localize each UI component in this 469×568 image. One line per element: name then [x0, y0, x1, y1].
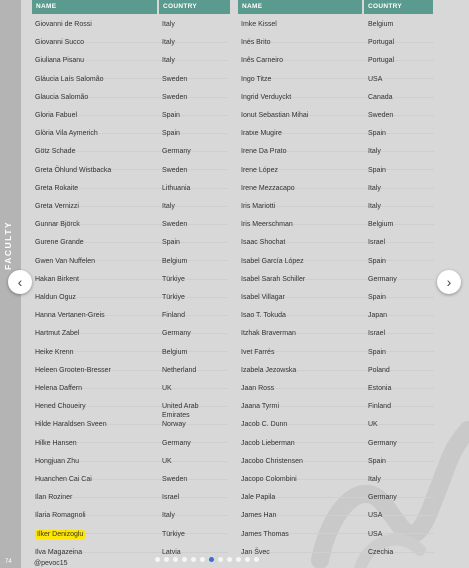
- faculty-country: Israel: [368, 330, 386, 338]
- table-row: [241, 56, 434, 74]
- faculty-country: Germany: [368, 494, 397, 502]
- table-row: [35, 402, 228, 420]
- faculty-country: UK: [162, 385, 172, 392]
- left-name-header: NAME: [32, 0, 157, 14]
- table-row: [241, 129, 434, 147]
- faculty-name: Giovanni de Rossi: [35, 21, 92, 28]
- faculty-name: Izabela Jezowska: [241, 366, 297, 374]
- carousel-dot[interactable]: [173, 557, 178, 562]
- table-row: [241, 238, 434, 256]
- faculty-name: Gwen Van Nuffelen: [35, 257, 96, 265]
- faculty-name: Heike Krenn: [35, 348, 74, 356]
- table-row: [35, 220, 228, 238]
- faculty-name: Greta Öhlund Wistbacka: [35, 166, 112, 174]
- previous-slide-button[interactable]: [8, 270, 32, 294]
- table-row: [241, 548, 434, 566]
- table-row: [35, 75, 228, 93]
- table-row: [35, 293, 228, 311]
- faculty-name: Glaucia Salomão: [35, 93, 89, 101]
- table-row: [241, 311, 434, 329]
- faculty-name: Irene López: [241, 166, 278, 174]
- faculty-name: Helena Daffern: [35, 385, 82, 392]
- faculty-country: Sweden: [162, 221, 188, 229]
- faculty-country: Finland: [162, 312, 185, 320]
- table-row: [241, 38, 434, 56]
- table-row: [35, 129, 228, 147]
- table-row: [241, 493, 434, 511]
- table-row: [241, 329, 434, 347]
- faculty-country: Türkiye: [162, 530, 185, 538]
- next-slide-button[interactable]: [437, 270, 461, 294]
- faculty-name: Ilker Denizoglu: [37, 530, 84, 538]
- faculty-country: Italy: [162, 57, 175, 65]
- faculty-country: Italy: [162, 512, 175, 520]
- faculty-name: Itzhak Braverman: [241, 330, 296, 338]
- table-row: [241, 275, 434, 293]
- faculty-name: Jacobo Christensen: [241, 457, 303, 465]
- carousel-dot[interactable]: [245, 557, 250, 562]
- faculty-name: Ilan Roziner: [35, 494, 73, 502]
- table-row: [241, 75, 434, 93]
- faculty-name: Iris Mariotti: [241, 203, 276, 210]
- carousel-dot[interactable]: [254, 557, 259, 562]
- table-row: [35, 275, 228, 293]
- faculty-country: Germany: [162, 330, 191, 338]
- table-row: [241, 420, 434, 438]
- table-row: [35, 147, 228, 165]
- faculty-name: Haldun Oguz: [35, 294, 76, 301]
- faculty-name: James Thomas: [241, 530, 289, 538]
- carousel-dot[interactable]: [227, 557, 232, 562]
- faculty-country: Spain: [368, 294, 386, 301]
- faculty-name: Hilde Haraldsen Sveen: [35, 421, 107, 429]
- faculty-name: Gurene Grande: [35, 239, 84, 247]
- faculty-label: FACULTY: [3, 220, 13, 270]
- table-row: [241, 511, 434, 529]
- table-row: [35, 257, 228, 275]
- faculty-name: Hened Choueiry: [35, 403, 86, 411]
- faculty-country: Sweden: [368, 112, 394, 119]
- carousel-dot[interactable]: [182, 557, 187, 562]
- faculty-name: Ivet Farrés: [241, 348, 275, 356]
- carousel-dot[interactable]: [218, 557, 223, 562]
- faculty-country: Spain: [368, 166, 386, 174]
- faculty-name: Isabel Sarah Schiller: [241, 275, 306, 283]
- table-row: [35, 202, 228, 220]
- faculty-name: Ingrid Verduyckt: [241, 93, 292, 101]
- faculty-country: Belgium: [162, 348, 188, 356]
- faculty-name: Heleen Grooten-Bresser: [35, 366, 111, 374]
- table-row: [35, 238, 228, 256]
- faculty-name: Ilaria Romagnoli: [35, 512, 86, 520]
- faculty-country: Norway: [162, 421, 186, 429]
- chevron-right-icon: ›: [446, 274, 452, 290]
- faculty-country: Italy: [162, 39, 175, 47]
- faculty-name: Gloria Fabuel: [35, 112, 78, 119]
- table-row: [241, 220, 434, 238]
- left-country-header: COUNTRY: [159, 0, 230, 14]
- faculty-country: Lithuania: [162, 184, 191, 192]
- faculty-country: Belgium: [162, 257, 188, 265]
- table-row: [241, 184, 434, 202]
- faculty-name: Iratxe Mugire: [241, 130, 282, 138]
- table-row: [35, 38, 228, 56]
- faculty-name: Inês Carneiro: [241, 57, 284, 65]
- faculty-country: Canada: [368, 93, 393, 101]
- faculty-name: Hakan Birkent: [35, 275, 79, 283]
- carousel-dot[interactable]: [155, 557, 160, 562]
- faculty-name: Jale Papila: [241, 494, 276, 502]
- faculty-country: Germany: [368, 439, 397, 447]
- table-row: [35, 475, 228, 493]
- faculty-name: Jacopo Colombini: [241, 476, 297, 483]
- faculty-name: Götz Schade: [35, 148, 76, 156]
- faculty-name: Hartmut Zabel: [35, 330, 80, 338]
- table-row: [35, 184, 228, 202]
- faculty-name: Isabel Villagar: [241, 294, 285, 301]
- table-row: [35, 166, 228, 184]
- faculty-country: Germany: [162, 439, 191, 447]
- faculty-name: Hilke Hansen: [35, 439, 77, 447]
- faculty-name: Glòria Vila Aymerich: [35, 130, 98, 138]
- faculty-country: Belgium: [368, 221, 394, 229]
- table-row: [241, 457, 434, 475]
- faculty-name: Isabel García López: [241, 257, 304, 265]
- faculty-name: Ilva Magazeina: [35, 548, 83, 556]
- faculty-country: Poland: [368, 366, 390, 374]
- faculty-country: Israel: [162, 494, 180, 502]
- faculty-name: Isao T. Tokuda: [241, 312, 286, 320]
- faculty-name: Ingo Titze: [241, 75, 272, 83]
- faculty-country: Italy: [162, 21, 175, 28]
- faculty-name: Hongjuan Zhu: [35, 457, 79, 465]
- right-name-header: NAME: [238, 0, 362, 14]
- faculty-country: Israel: [368, 239, 386, 247]
- faculty-country: Germany: [368, 275, 397, 283]
- faculty-country: Latvia: [162, 548, 181, 556]
- table-row: [241, 147, 434, 165]
- faculty-name: Jaana Tyrmi: [241, 403, 279, 411]
- table-row: [35, 111, 228, 129]
- table-row: [35, 439, 228, 457]
- faculty-country: Portugal: [368, 57, 395, 65]
- faculty-name: Gláucia Laís Salomão: [35, 75, 104, 83]
- carousel-dot[interactable]: [164, 557, 169, 562]
- faculty-name: Isaac Shochat: [241, 239, 286, 247]
- faculty-name: Inés Brito: [241, 39, 271, 47]
- faculty-country: Italy: [368, 203, 381, 210]
- faculty-country: Sweden: [162, 166, 188, 174]
- carousel-dot-active[interactable]: [209, 557, 214, 562]
- faculty-country: Italy: [162, 203, 175, 210]
- table-row: [35, 493, 228, 511]
- faculty-country: Netherland: [162, 366, 197, 374]
- faculty-country: Spain: [368, 257, 386, 265]
- right-country-header: COUNTRY: [364, 0, 433, 14]
- faculty-name: Gunnar Björck: [35, 221, 80, 229]
- faculty-country: USA: [368, 512, 383, 520]
- faculty-country: UK: [368, 421, 378, 429]
- table-row: [35, 384, 228, 402]
- faculty-country: Estonia: [368, 385, 392, 392]
- faculty-country: Türkiye: [162, 294, 185, 301]
- faculty-country: Spain: [162, 239, 180, 247]
- table-row: [35, 530, 228, 548]
- chevron-left-icon: ‹: [17, 274, 23, 290]
- faculty-country: USA: [368, 75, 383, 83]
- table-row: [241, 257, 434, 275]
- faculty-name: Jan Švec: [241, 548, 270, 556]
- table-row: [241, 366, 434, 384]
- faculty-country: Belgium: [368, 21, 394, 28]
- table-row: [241, 20, 434, 38]
- faculty-name: Irene Mezzacapo: [241, 184, 295, 192]
- faculty-country: Spain: [368, 457, 386, 465]
- faculty-name: Greta Rokaite: [35, 184, 79, 192]
- faculty-country: Sweden: [162, 476, 188, 483]
- faculty-name: Hanna Vertanen-Greis: [35, 312, 105, 320]
- table-row: [241, 111, 434, 129]
- faculty-name: Jacob C. Dunn: [241, 421, 288, 429]
- table-row: [35, 311, 228, 329]
- faculty-name: Iris Meerschman: [241, 221, 293, 229]
- faculty-country: Türkiye: [162, 275, 185, 283]
- table-row: [35, 93, 228, 111]
- faculty-name: Irene Da Prato: [241, 148, 287, 156]
- faculty-name: Jacob Lieberman: [241, 439, 295, 447]
- table-row: [35, 366, 228, 384]
- faculty-country: Spain: [162, 112, 180, 119]
- table-row: [35, 511, 228, 529]
- instagram-handle: @pevoc15: [34, 560, 68, 567]
- table-row: [35, 348, 228, 366]
- faculty-country: Sweden: [162, 93, 188, 101]
- table-row: [241, 166, 434, 184]
- faculty-name: Imke Kissel: [241, 21, 277, 28]
- table-row: [241, 348, 434, 366]
- faculty-name: Giuliana Pisanu: [35, 57, 85, 65]
- table-row: [241, 293, 434, 311]
- table-row: [241, 384, 434, 402]
- table-row: [241, 402, 434, 420]
- faculty-name: Huanchen Cai Cai: [35, 476, 92, 483]
- faculty-country: Spain: [368, 130, 386, 138]
- table-row: [241, 439, 434, 457]
- faculty-country: USA: [368, 530, 383, 538]
- faculty-country: Spain: [162, 130, 180, 138]
- table-row: [241, 475, 434, 493]
- table-row: [35, 20, 228, 38]
- faculty-name: Greta Vernizzi: [35, 203, 79, 210]
- carousel-dot[interactable]: [236, 557, 241, 562]
- faculty-name: Giovanni Succo: [35, 39, 85, 47]
- carousel-dot[interactable]: [191, 557, 196, 562]
- table-row: [35, 329, 228, 347]
- faculty-country: Italy: [368, 476, 381, 483]
- table-row: [35, 420, 228, 438]
- faculty-country: Germany: [162, 148, 191, 156]
- faculty-country: Finland: [368, 403, 391, 411]
- carousel-dot[interactable]: [200, 557, 205, 562]
- table-row: [241, 202, 434, 220]
- faculty-country: UK: [162, 457, 172, 465]
- faculty-country: Portugal: [368, 39, 395, 47]
- table-row: [35, 56, 228, 74]
- faculty-country: Italy: [368, 184, 381, 192]
- faculty-name: James Han: [241, 512, 277, 520]
- faculty-country: Italy: [368, 148, 381, 156]
- table-row: [241, 93, 434, 111]
- faculty-country: Sweden: [162, 75, 188, 83]
- faculty-country: United Arab Emirates: [162, 403, 199, 420]
- faculty-name: Jaan Ross: [241, 385, 275, 392]
- faculty-country: Japan: [368, 312, 388, 320]
- table-row: [35, 457, 228, 475]
- page-number: 74: [5, 559, 12, 565]
- faculty-name: Ionut Sebastian Mihai: [241, 112, 309, 119]
- faculty-country: Spain: [368, 348, 386, 356]
- table-row: [241, 530, 434, 548]
- faculty-country: Czechia: [368, 548, 394, 556]
